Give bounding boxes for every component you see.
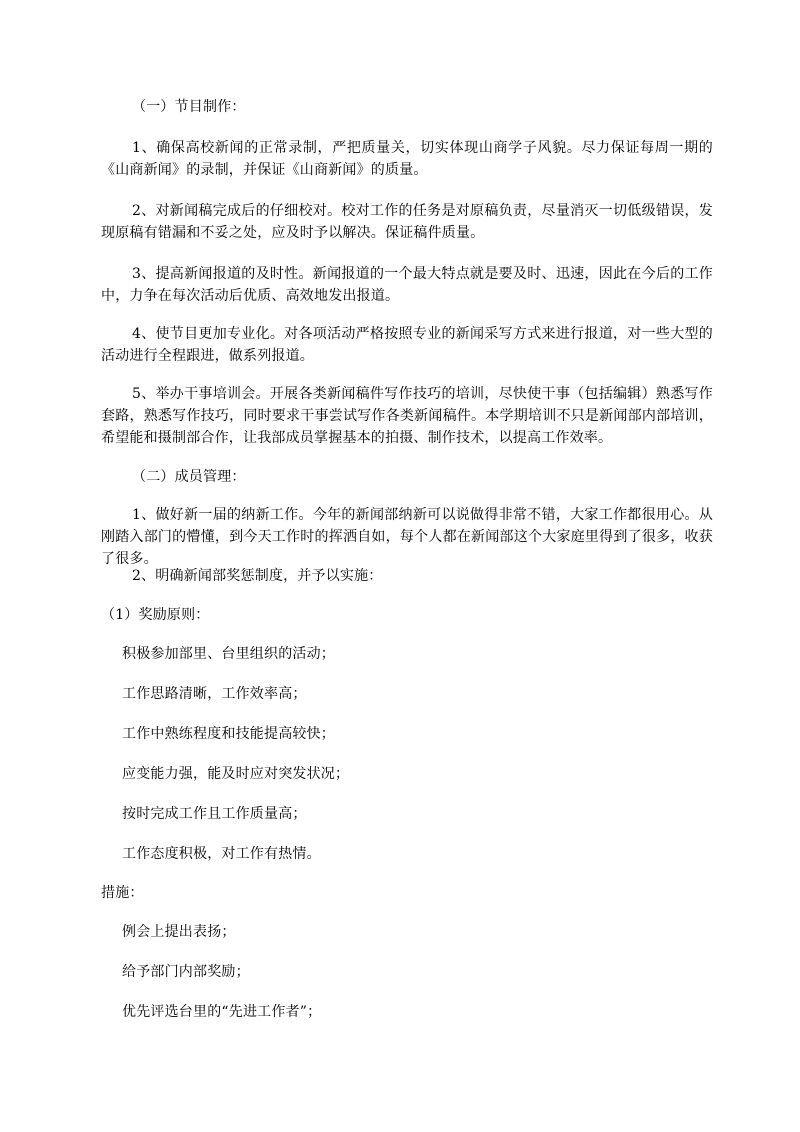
reward-principle: 积极参加部里、台里组织的活动； <box>122 646 335 662</box>
section1-item-3: 3、提高新闻报道的及时性。新闻报道的一个最大特点就是要及时、迅速，因此在今后的工作中，力争在每次活动后优质、高效地发出报道。 <box>101 266 713 304</box>
reward-principle: 工作态度积极，对工作有热情。 <box>122 846 321 862</box>
measure-item: 优先评选台里的“先进工作者”； <box>122 1004 322 1020</box>
section1-item-2: 2、对新闻稿完成后的仔细校对。校对工作的任务是对原稿负责，尽量消灭一切低级错误，发现原稿有错漏和不妥之处，应及时予以解决。保证稿件质量。 <box>101 203 713 241</box>
reward-principle: 按时完成工作且工作质量高； <box>122 806 307 822</box>
measure-item: 例会上提出表扬； <box>122 924 236 940</box>
section2-item-1: 1、做好新一届的纳新工作。今年的新闻部纳新可以说做得非常不错，大家工作都很用心。从刚踏入部门的懵懂，到今天工作时的挥洒自如，每个人都在新闻部这个大家庭里得到了很多，收获了很多。 <box>101 507 713 567</box>
reward-principle: 工作思路清晰，工作效率高； <box>122 686 307 702</box>
section1-heading: （一）节目制作： <box>132 99 246 115</box>
section1-item-1: 1、确保高校新闻的正常录制，严把质量关，切实体现山商学子风貌。尽力保证每周一期的《山商新闻》的录制，并保证《山商新闻》的质量。 <box>101 140 713 178</box>
reward-principle: 应变能力强，能及时应对突发状况； <box>122 766 350 782</box>
measure-item: 给予部门内部奖励； <box>122 964 250 980</box>
reward-heading: （1）奖励原则： <box>101 607 210 623</box>
section2-item-2: 2、明确新闻部奖惩制度，并予以实施： <box>132 568 383 584</box>
section2-heading: （二）成员管理： <box>132 469 246 485</box>
reward-principle: 工作中熟练程度和技能提高较快； <box>122 726 335 742</box>
section1-item-5: 5、举办干事培训会。开展各类新闻稿件写作技巧的培训，尽快使干事（包括编辑）熟悉写作套路，熟悉写作技巧，同时要求干事尝试写作各类新闻稿件。本学期培训不只是新闻部内部培训，希望能和摄制部合作，让我部成员掌握基本的拍摄、制作技术，以提高工作效率。 <box>101 386 713 446</box>
section1-item-4: 4、使节目更加专业化。对各项活动严格按照专业的新闻采写方式来进行报道，对一些大型的活动进行全程跟进，做系列报道。 <box>101 326 713 364</box>
measures-heading: 措施： <box>101 885 144 901</box>
